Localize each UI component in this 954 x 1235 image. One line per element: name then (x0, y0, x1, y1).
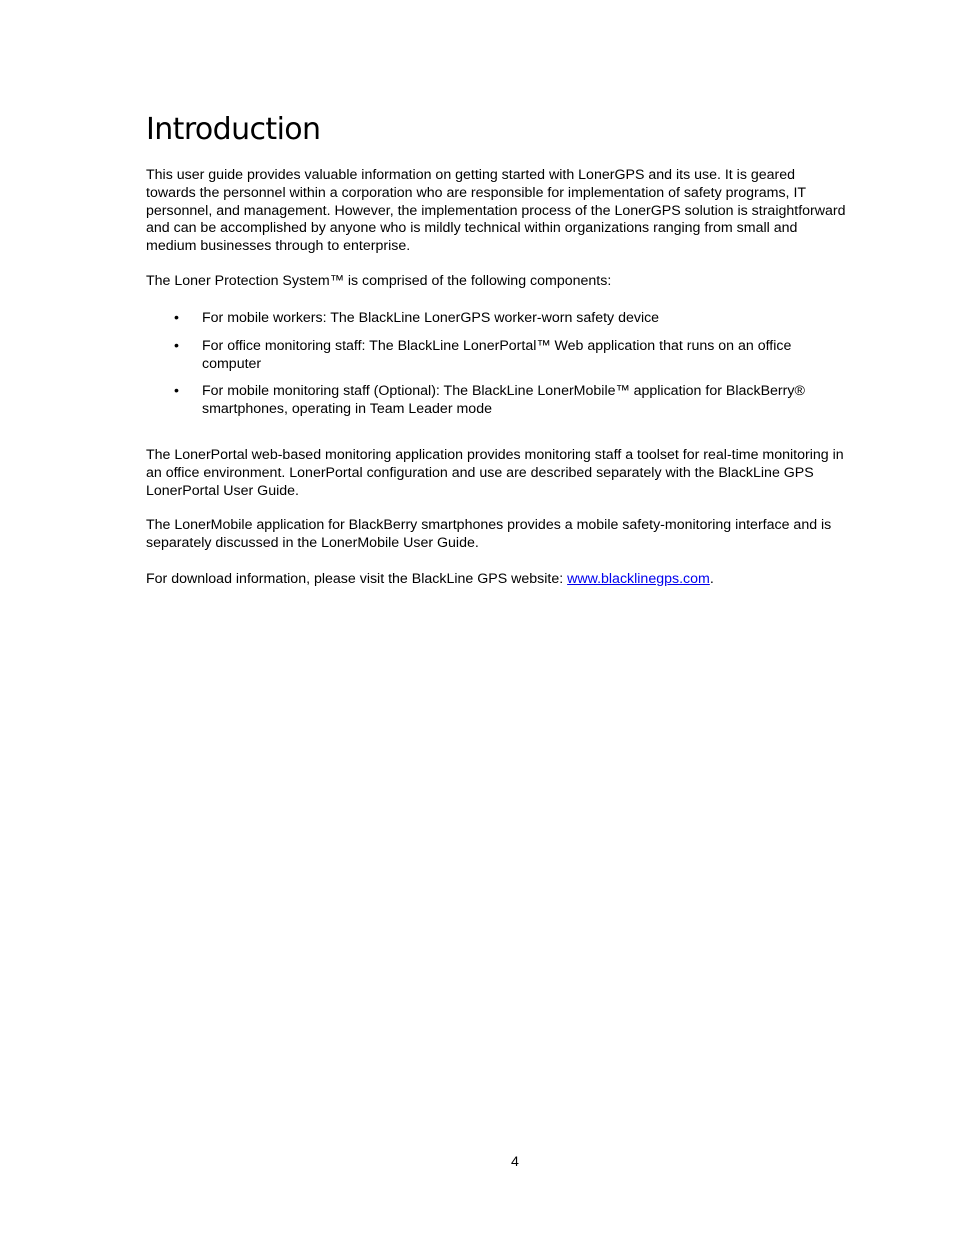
components-list (146, 310, 846, 429)
list-item-text: For mobile workers: The BlackLine LonerGPS worker-worn safety device (202, 310, 660, 326)
intro-paragraph: This user guide provides valuable information on getting started with LonerGPS and its use. It is geared towards the personnel within a corporation who are responsible for implementation of safety programs, IT personnel, and management. However, the implementation process of the LonerGPS solution is straightforward and can be accomplished by anyone who is mildly technical within organizations ranging from small and medium businesses through to enterprise. (146, 167, 846, 255)
lonerportal-paragraph: The LonerPortal web-based monitoring application provides monitoring staff a toolset for real-time monitoring in an office environment. LonerPortal configuration and use are described separately with the BlackLine GPS LonerPortal User Guide. (146, 447, 844, 499)
list-item-text: For office monitoring staff: The BlackLine LonerPortal™ Web application that runs on an office computer (202, 337, 792, 372)
list-item (146, 338, 846, 374)
website-link[interactable]: www.blacklinegps.com (567, 571, 710, 587)
lonermobile-paragraph: The LonerMobile application for BlackBerry smartphones provides a mobile safety-monitoring interface and is separately discussed in the LonerMobile User Guide. (146, 517, 832, 551)
page-number: 4 (511, 1154, 519, 1170)
page-title: Introduction (146, 112, 321, 147)
components-intro-paragraph: The Loner Protection System™ is comprised of the following components: (146, 273, 612, 289)
list-item (146, 383, 846, 419)
bullet-icon: • (174, 383, 179, 400)
download-period: . (709, 571, 714, 587)
list-item (146, 310, 846, 328)
download-text: For download information, please visit the BlackLine GPS website: (146, 571, 568, 587)
bullet-icon: • (174, 310, 179, 326)
list-item-text: For mobile monitoring staff (Optional): The BlackLine LonerMobile™ application for BlackBerry® smartphones, operating in Team Leader mode (202, 383, 805, 418)
download-paragraph (146, 571, 846, 589)
bullet-icon: • (174, 337, 179, 354)
